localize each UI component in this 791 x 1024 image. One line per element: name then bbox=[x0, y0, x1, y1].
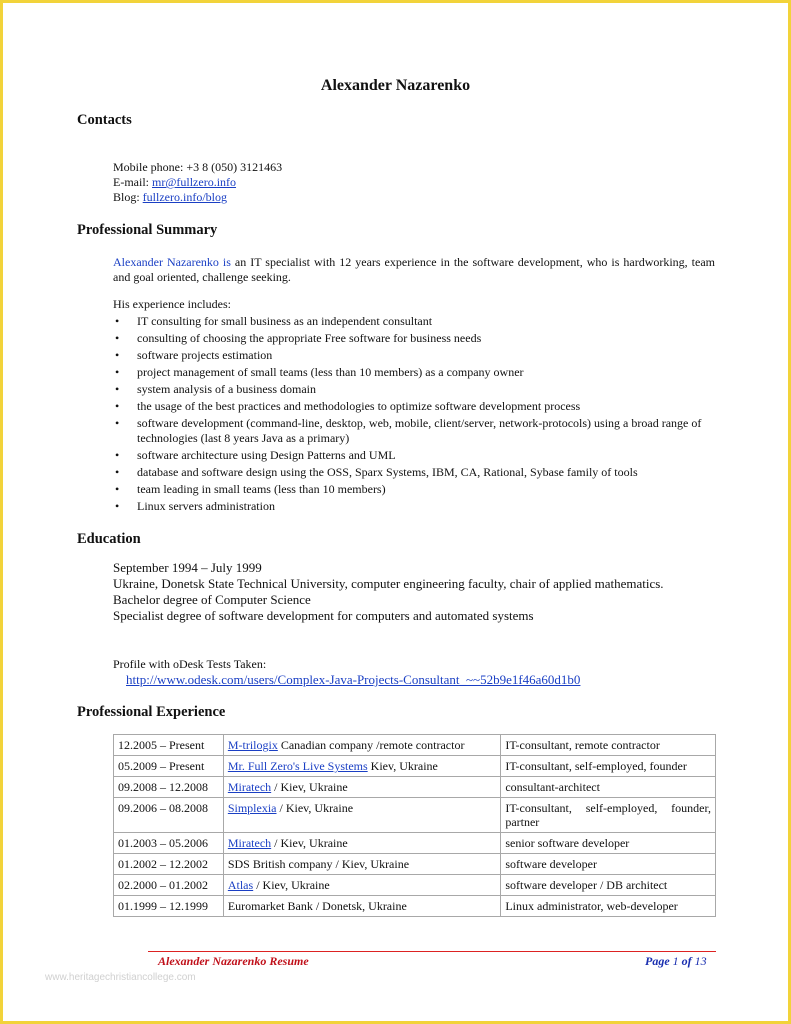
education-university: Ukraine, Donetsk State Technical University, computer engineering faculty, chair of applied mathematics. bbox=[113, 576, 664, 591]
summary-text: an IT specialist with 12 years experience in the software development, who is hardworking, team and goal oriented, challenge seeking. bbox=[113, 255, 715, 284]
education-degree-specialist: Specialist degree of software development for computers and automated systems bbox=[113, 608, 534, 623]
bullet-icon: • bbox=[115, 416, 120, 430]
email-label: E-mail: bbox=[113, 175, 152, 189]
list-item-text: software architecture using Design Patterns and UML bbox=[137, 448, 396, 462]
period-cell: 02.2000 – 01.2002 bbox=[114, 875, 224, 896]
company-text: SDS British company / Kiev, Ukraine bbox=[227, 857, 410, 871]
list-item bbox=[113, 399, 715, 414]
bullet-icon: • bbox=[115, 399, 120, 413]
period-cell: 01.2003 – 05.2006 bbox=[114, 833, 224, 854]
list-item-text: software projects estimation bbox=[137, 348, 273, 362]
bullet-icon: • bbox=[115, 365, 120, 379]
page-word: Page bbox=[645, 954, 670, 968]
company-cell bbox=[223, 777, 500, 798]
role-cell: Linux administrator, web-developer bbox=[501, 896, 716, 917]
list-item bbox=[113, 465, 715, 480]
role-cell: IT-consultant, remote contractor bbox=[501, 735, 716, 756]
bullet-icon: • bbox=[115, 482, 120, 496]
company-link[interactable]: Atlas bbox=[227, 878, 254, 892]
list-item-text: team leading in small teams (less than 10 members) bbox=[137, 482, 386, 496]
of-word: of bbox=[681, 954, 692, 968]
odesk-profile-link[interactable]: http://www.odesk.com/users/Complex-Java-Projects-Consultant_~~52b9e1f46a60d1b0 bbox=[126, 672, 581, 687]
list-item bbox=[113, 482, 715, 497]
company-link[interactable]: Simplexia bbox=[227, 801, 277, 815]
experience-table bbox=[113, 734, 716, 917]
experience-intro: His experience includes: bbox=[113, 297, 231, 311]
company-cell bbox=[223, 735, 500, 756]
contacts-heading: Contacts bbox=[77, 112, 132, 128]
company-text: Euromarket Bank / Donetsk, Ukraine bbox=[227, 899, 407, 913]
experience-heading: Professional Experience bbox=[77, 704, 226, 720]
list-item-text: IT consulting for small business as an independent consultant bbox=[137, 314, 433, 328]
table-row bbox=[114, 833, 716, 854]
bullet-icon: • bbox=[115, 348, 120, 362]
education-dates: September 1994 – July 1999 bbox=[113, 560, 262, 575]
email-line bbox=[113, 175, 282, 190]
resume-page bbox=[3, 3, 788, 1021]
role-cell: consultant-architect bbox=[501, 777, 716, 798]
page-title: Alexander Nazarenko bbox=[320, 77, 471, 94]
company-cell bbox=[223, 854, 500, 875]
company-link[interactable]: Miratech bbox=[227, 836, 272, 850]
list-item-text: the usage of the best practices and methodologies to optimize software development process bbox=[137, 399, 581, 413]
list-item bbox=[113, 382, 715, 397]
period-cell: 09.2008 – 12.2008 bbox=[114, 777, 224, 798]
company-cell bbox=[223, 833, 500, 854]
company-cell bbox=[223, 896, 500, 917]
table-row bbox=[114, 756, 716, 777]
bullet-icon: • bbox=[115, 499, 120, 513]
list-item-text: Linux servers administration bbox=[137, 499, 275, 513]
company-cell bbox=[223, 875, 500, 896]
page-total: 13 bbox=[694, 954, 707, 968]
list-item-text: database and software design using the OSS, Sparx Systems, IBM, CA, Rational, Sybase family of tools bbox=[137, 465, 638, 479]
role-cell: IT-consultant, self-employed, founder bbox=[501, 756, 716, 777]
list-item bbox=[113, 331, 715, 346]
bullet-icon: • bbox=[115, 448, 120, 462]
list-item-text: consulting of choosing the appropriate Free software for business needs bbox=[137, 331, 482, 345]
blog-label: Blog: bbox=[113, 190, 143, 204]
bullet-icon: • bbox=[115, 465, 120, 479]
table-row bbox=[114, 896, 716, 917]
summary-name-highlight: Alexander Nazarenko is bbox=[113, 255, 231, 269]
footer-title: Alexander Nazarenko Resume bbox=[158, 954, 309, 968]
table-row bbox=[114, 875, 716, 896]
period-cell: 12.2005 – Present bbox=[114, 735, 224, 756]
summary-paragraph bbox=[113, 255, 715, 285]
role-cell: IT-consultant, self-employed, founder, partner bbox=[501, 798, 716, 833]
list-item bbox=[113, 314, 715, 329]
list-item bbox=[113, 348, 715, 363]
bullet-icon: • bbox=[115, 331, 120, 345]
email-link[interactable]: mr@fullzero.info bbox=[152, 175, 237, 189]
company-cell bbox=[223, 756, 500, 777]
list-item bbox=[113, 448, 715, 463]
company-link[interactable]: Mr. Full Zero's Live Systems bbox=[227, 759, 368, 773]
bullet-icon: • bbox=[115, 382, 120, 396]
footer-page-number bbox=[645, 954, 707, 969]
education-heading: Education bbox=[77, 531, 141, 547]
period-cell: 01.2002 – 12.2002 bbox=[114, 854, 224, 875]
table-row bbox=[114, 777, 716, 798]
table-row bbox=[114, 798, 716, 833]
list-item-text: system analysis of a business domain bbox=[137, 382, 316, 396]
footer-divider bbox=[148, 951, 716, 952]
watermark-text: www.heritagechristiancollege.com bbox=[45, 972, 196, 983]
bullet-icon: • bbox=[115, 314, 120, 328]
company-text: Canadian company /remote contractor bbox=[277, 738, 465, 752]
list-item bbox=[113, 499, 715, 514]
role-cell: software developer bbox=[501, 854, 716, 875]
company-text: / Kiev, Ukraine bbox=[271, 780, 348, 794]
company-link[interactable]: M-trilogix bbox=[227, 738, 278, 752]
role-cell: senior software developer bbox=[501, 833, 716, 854]
table-row bbox=[114, 735, 716, 756]
education-block bbox=[113, 560, 715, 624]
company-text: / Kiev, Ukraine bbox=[253, 878, 330, 892]
blog-link[interactable]: fullzero.info/blog bbox=[142, 190, 227, 204]
education-degree-bachelor: Bachelor degree of Computer Science bbox=[113, 592, 311, 607]
experience-list bbox=[113, 314, 715, 516]
company-text: / Kiev, Ukraine bbox=[271, 836, 348, 850]
list-item bbox=[113, 416, 715, 446]
role-cell: software developer / DB architect bbox=[501, 875, 716, 896]
company-text: / Kiev, Ukraine bbox=[276, 801, 354, 815]
table-row bbox=[114, 854, 716, 875]
phone-text: Mobile phone: +3 8 (050) 3121463 bbox=[113, 160, 283, 174]
list-item-text: project management of small teams (less than 10 members) as a company owner bbox=[137, 365, 524, 379]
list-item bbox=[113, 365, 715, 380]
company-link[interactable]: Miratech bbox=[227, 780, 272, 794]
contacts-block bbox=[113, 160, 282, 205]
period-cell: 05.2009 – Present bbox=[114, 756, 224, 777]
summary-heading: Professional Summary bbox=[77, 222, 218, 238]
company-text: Kiev, Ukraine bbox=[367, 759, 438, 773]
period-cell: 09.2006 – 08.2008 bbox=[114, 798, 224, 833]
period-cell: 01.1999 – 12.1999 bbox=[114, 896, 224, 917]
page-num: 1 bbox=[672, 954, 679, 968]
list-item-text: software development (command-line, desktop, web, mobile, client/server, network-protocols) using a broad range of technologies (last 8 years Java as a primary) bbox=[137, 416, 702, 445]
company-cell bbox=[223, 798, 500, 833]
blog-line bbox=[113, 190, 282, 205]
odesk-label: Profile with oDesk Tests Taken: bbox=[113, 657, 267, 671]
